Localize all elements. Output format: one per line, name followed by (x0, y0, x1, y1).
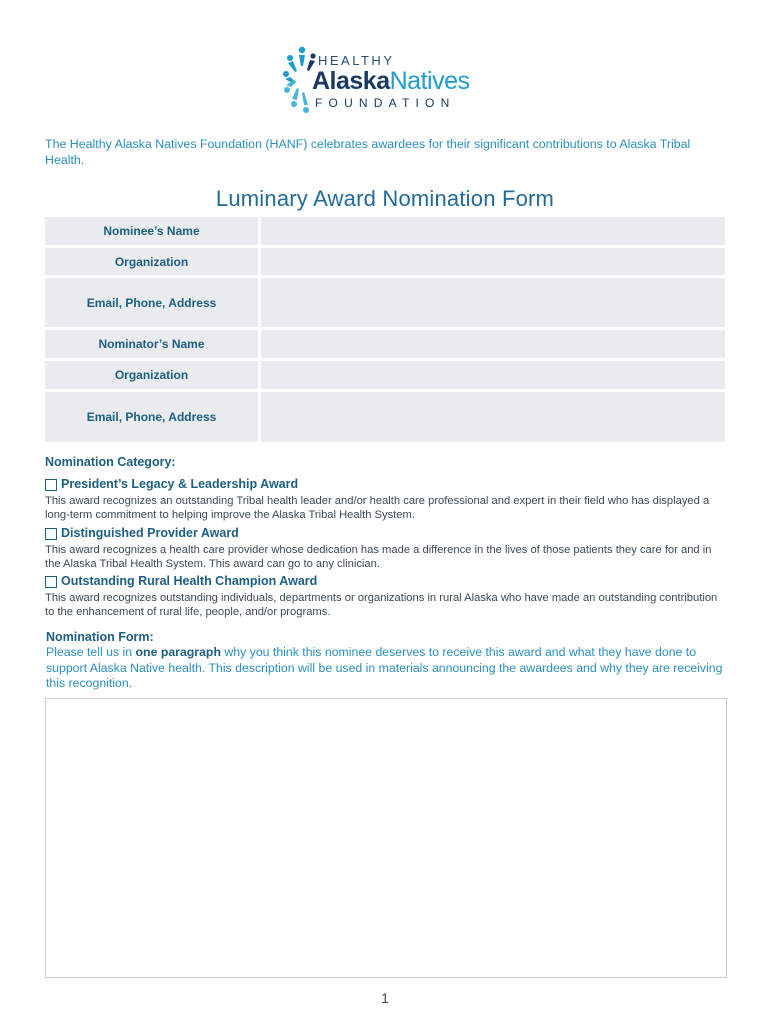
nomination-paragraph-textarea[interactable] (45, 698, 727, 978)
form-row-nominee-name (45, 217, 725, 245)
logo-foundation: FOUNDATION (315, 96, 456, 110)
field-label: Email, Phone, Address (45, 278, 258, 327)
nominator-name-input[interactable] (261, 330, 725, 358)
form-row-nominator-organization (45, 361, 725, 389)
checkbox-icon[interactable] (45, 528, 57, 540)
form-row-nominator-name (45, 330, 725, 358)
instructions-emphasis: one paragraph (135, 645, 221, 659)
award-option-distinguished-provider (45, 526, 725, 571)
nominee-contact-input[interactable] (261, 278, 725, 327)
hanf-logo (282, 44, 492, 120)
nomination-category-heading: Nomination Category: (45, 455, 176, 469)
award-title: Distinguished Provider Award (61, 526, 239, 540)
nomination-form-heading: Nomination Form: (46, 630, 154, 644)
checkbox-icon[interactable] (45, 479, 57, 491)
award-description: This award recognizes outstanding individuals, departments or organizations in rural Alaska who have made an outstanding contribution to the enhancement of rural life, people, and/or programs. (45, 592, 718, 618)
award-description: This award recognizes a health care provider whose dedication has made a difference in the lives of those patients they care for and in the Alaska Tribal Health System. This award can go to any clinician. (45, 544, 712, 570)
award-title: Outstanding Rural Health Champion Award (61, 574, 318, 588)
logo-brand (312, 66, 470, 96)
logo-healthy: HEALTHY (318, 53, 395, 68)
page-title: Luminary Award Nomination Form (215, 186, 555, 211)
intro-text: The Healthy Alaska Natives Foundation (HANF) celebrates awardees for their significant contributions to Alaska Tribal Health. (45, 137, 691, 167)
field-label: Nominator’s Name (45, 330, 258, 358)
form-row-nominee-contact (45, 278, 725, 327)
instructions-part: why you think this nominee deserves to receive this award and what they have done to support Alaska Native health. This description will be used in materials announcing the awardees and why they are receiving this recognition. (46, 645, 723, 690)
instructions-part: Please tell us in (46, 645, 136, 659)
page-number: 1 (381, 990, 389, 1006)
award-description: This award recognizes an outstanding Tribal health leader and/or health care professional and expert in their field who has displayed a long-term commitment to helping improve the Alaska Tribal Health System. (45, 495, 710, 521)
field-label: Organization (45, 248, 258, 275)
nominee-name-input[interactable] (261, 217, 725, 245)
field-label: Email, Phone, Address (45, 392, 258, 442)
field-label: Organization (45, 361, 258, 389)
nominator-contact-input[interactable] (261, 392, 725, 442)
award-title: President’s Legacy & Leadership Award (61, 477, 299, 491)
form-row-nominator-contact (45, 392, 725, 442)
field-label: Nominee’s Name (45, 217, 258, 245)
award-option-rural-health-champion (45, 574, 725, 619)
award-option-presidents-legacy (45, 477, 725, 522)
nomination-form-instructions (46, 645, 726, 692)
nominee-organization-input[interactable] (261, 248, 725, 275)
form-row-nominee-organization (45, 248, 725, 275)
checkbox-icon[interactable] (45, 576, 57, 588)
nominator-organization-input[interactable] (261, 361, 725, 389)
logo-brand-alaska: Alaska (312, 67, 390, 95)
logo-brand-natives: Natives (389, 67, 470, 95)
